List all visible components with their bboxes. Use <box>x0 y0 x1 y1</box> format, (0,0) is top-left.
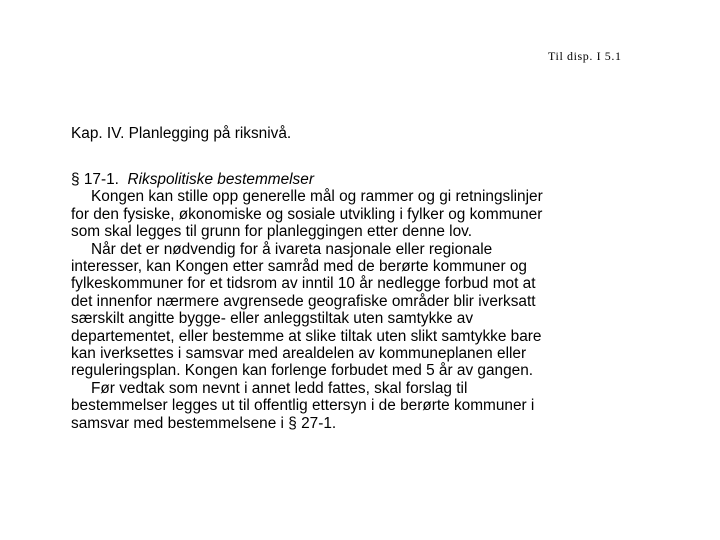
paragraph-line: for den fysiske, økonomiske og sosiale utvikling i fylker og kommuner <box>71 205 543 223</box>
section-header <box>71 171 711 188</box>
paragraph-line: interesser, kan Kongen etter samråd med de berørte kommuner og <box>71 258 527 276</box>
chapter-heading: Kap. IV. Planlegging på riksnivå. <box>71 125 292 142</box>
paragraph-line: som skal legges til grunn for planleggingen etter denne lov. <box>71 223 472 241</box>
paragraph-line: bestemmelser legges ut til offentlig ettersyn i de berørte kommuner i <box>71 397 535 415</box>
paragraph-line: departementet, eller bestemme at slike tiltak uten slikt samtykke bare <box>71 327 542 345</box>
section-17-1 <box>71 171 711 432</box>
paragraph-line: Før vedtak som nevnt i annet ledd fattes, skal forslag til <box>91 379 468 397</box>
paragraph-line: Kongen kan stille opp generelle mål og rammer og gi retningslinjer <box>91 188 543 206</box>
paragraph-line: samsvar med bestemmelsene i § 27-1. <box>71 414 337 432</box>
paragraph-line: særskilt angitte bygge- eller anleggstiltak uten samtykke av <box>71 310 474 328</box>
section-number: § 17-1. <box>71 171 119 188</box>
paragraph-line: fylkeskommuner for et tidsrom av inntil 10 år nedlegge forbud mot at <box>71 275 536 293</box>
paragraph-line: Når det er nødvendig for å ivareta nasjonale eller regionale <box>91 240 493 258</box>
paragraph-line: det innenfor nærmere avgrensede geografiske områder blir iverksatt <box>71 292 536 310</box>
document-reference: Til disp. I 5.1 <box>548 49 622 63</box>
paragraph-line: reguleringsplan. Kongen kan forlenge forbudet med 5 år av gangen. <box>71 362 534 380</box>
paragraph-line: kan iverksettes i samsvar med arealdelen av kommuneplanen eller <box>71 345 527 363</box>
section-title: Rikspolitiske bestemmelser <box>127 171 314 188</box>
